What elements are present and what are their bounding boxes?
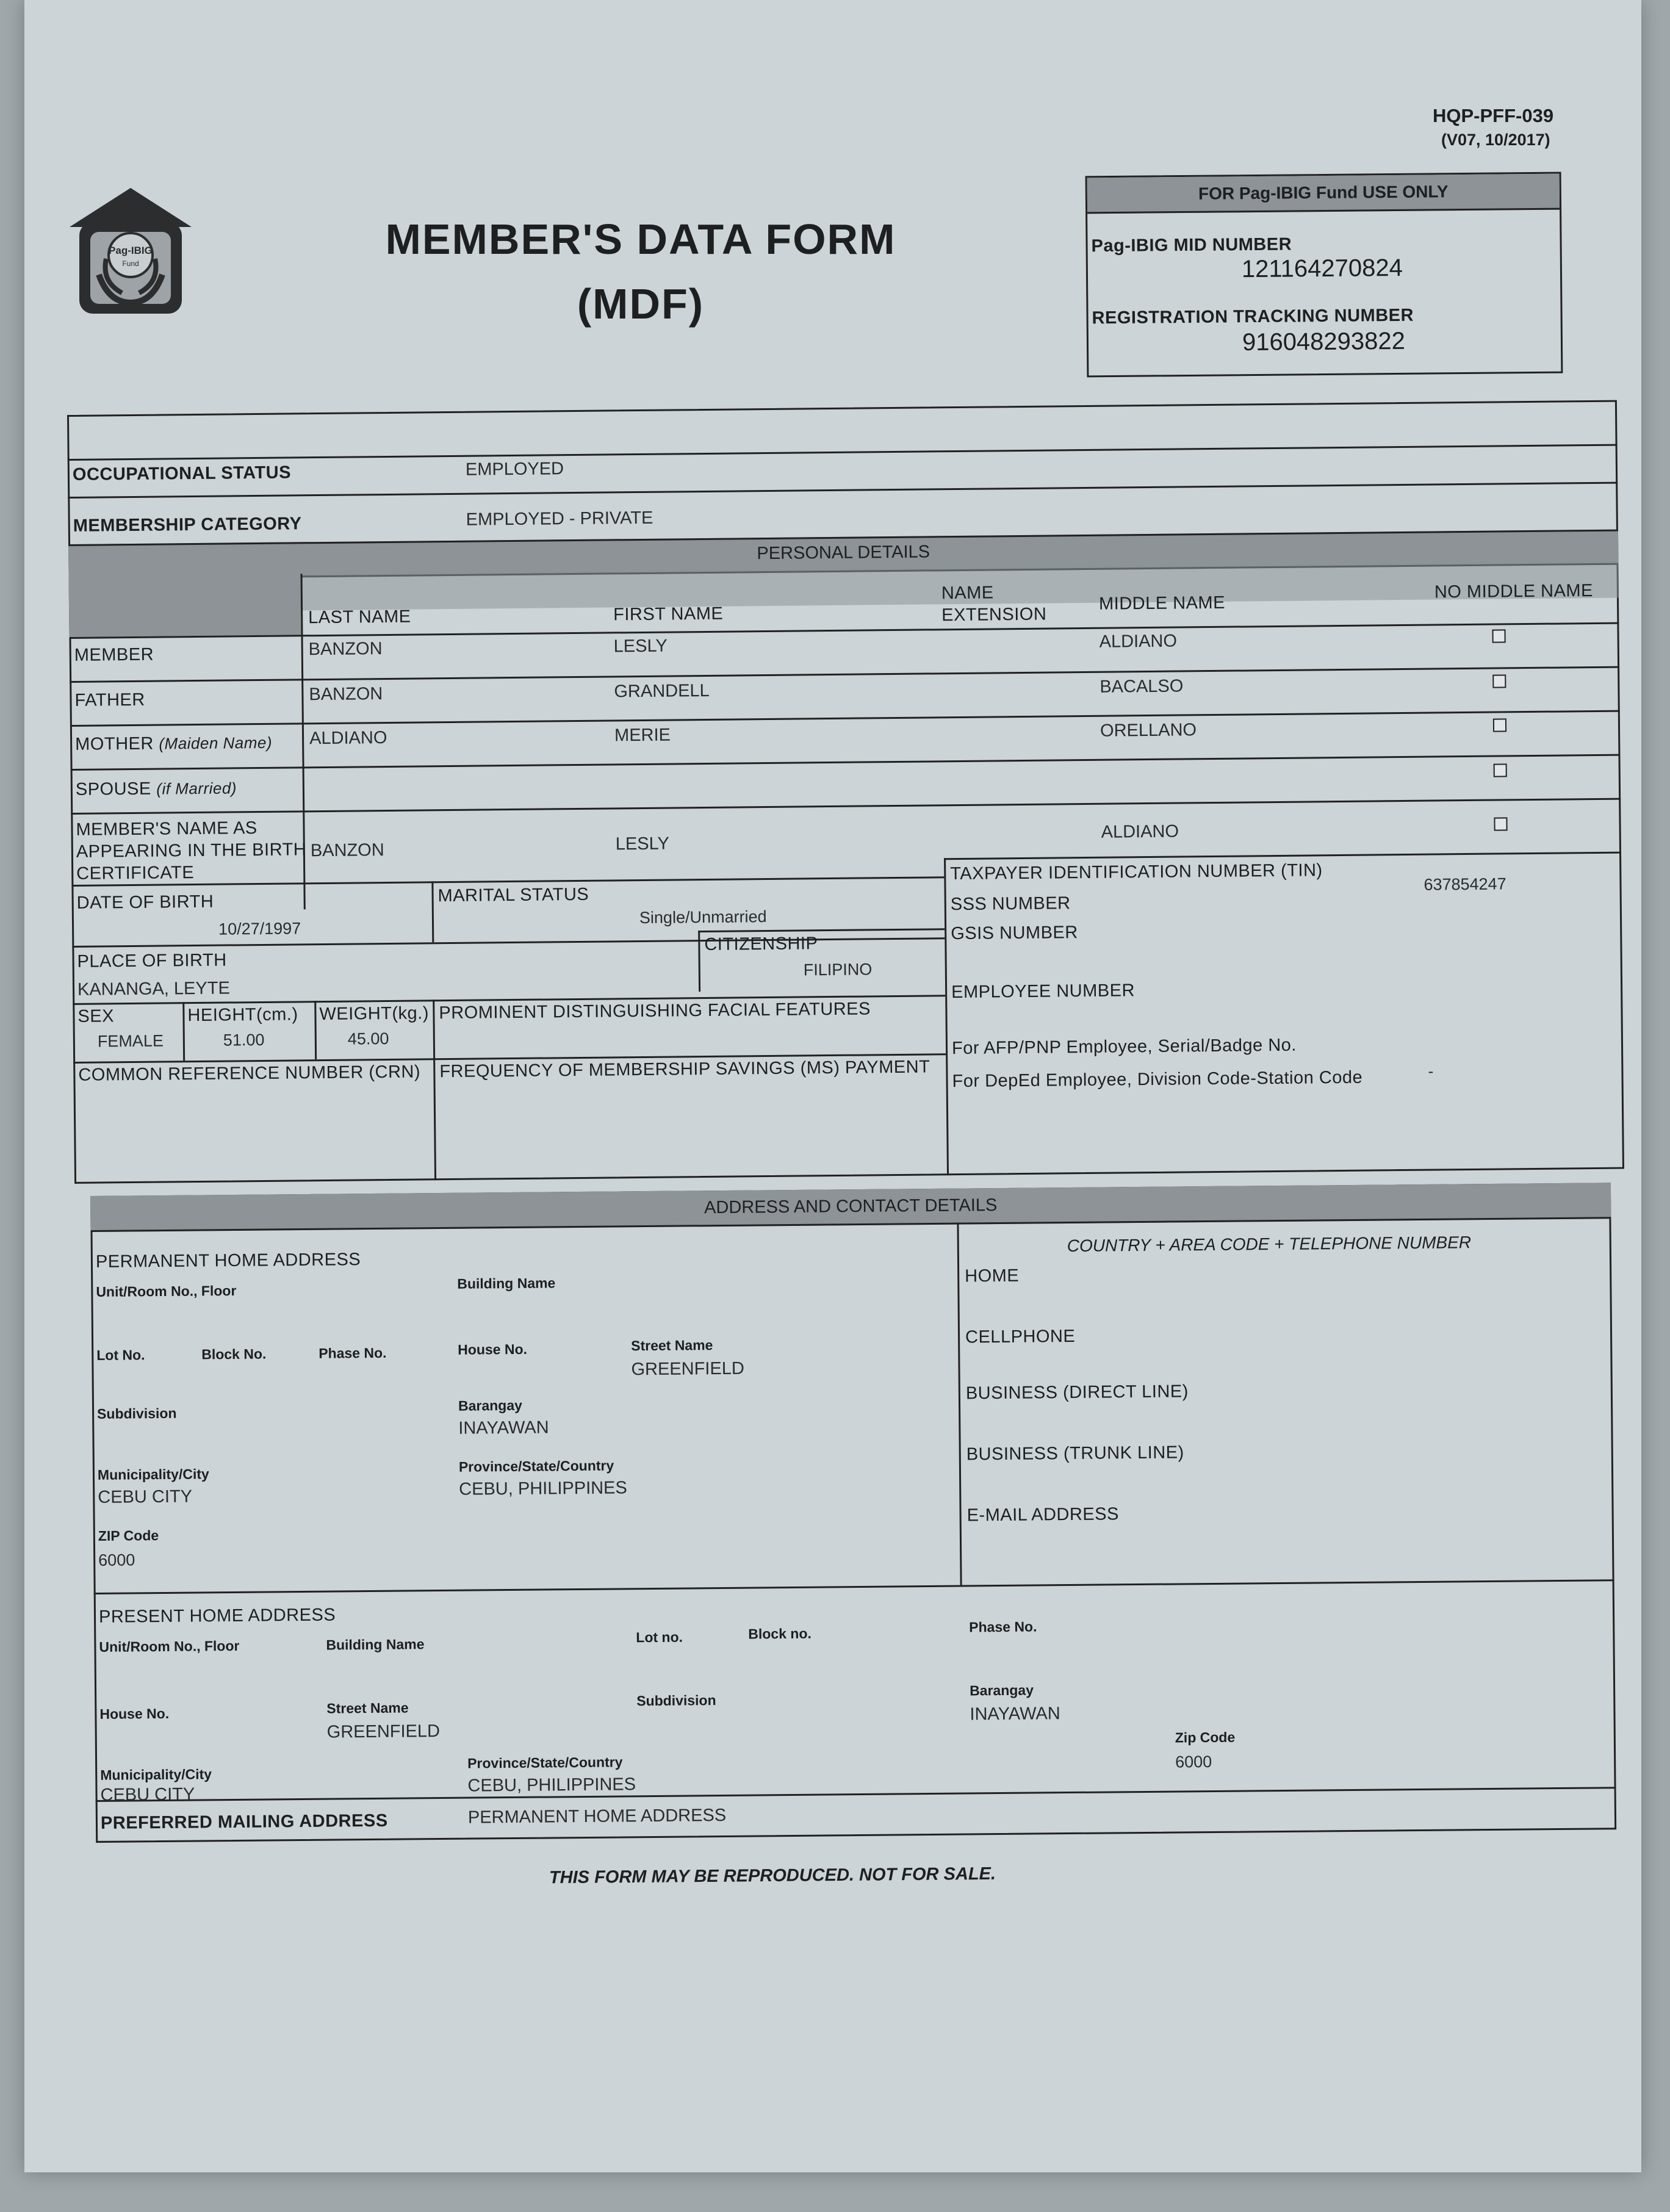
- email-label: E-MAIL ADDRESS: [966, 1504, 1120, 1526]
- perm-province-value: CEBU, PHILIPPINES: [459, 1478, 627, 1499]
- pres-province-value: CEBU, PHILIPPINES: [467, 1774, 636, 1796]
- tin-value: 637854247: [1423, 874, 1506, 894]
- birth-cert-label-2: APPEARING IN THE BIRTH: [76, 840, 307, 862]
- pres-street-label: Street Name: [326, 1699, 409, 1717]
- pres-barangay-value: INAYAWAN: [970, 1704, 1060, 1724]
- citizenship-value: FILIPINO: [803, 960, 873, 979]
- member-no-middle-checkbox[interactable]: [1492, 629, 1505, 643]
- perm-barangay-value: INAYAWAN: [458, 1418, 549, 1438]
- ms-frequency-label: FREQUENCY OF MEMBERSHIP SAVINGS (MS) PAYMENT: [439, 1057, 930, 1082]
- deped-label: For DepEd Employee, Division Code-Station Code: [952, 1067, 1363, 1092]
- sss-label: SSS NUMBER: [950, 893, 1071, 915]
- form-title: MEMBER'S DATA FORM: [385, 215, 896, 263]
- perm-city-value: CEBU CITY: [98, 1486, 193, 1507]
- dob-value: 10/27/1997: [218, 919, 301, 938]
- pres-unit-label: Unit/Room No., Floor: [99, 1637, 240, 1655]
- mother-label-text: MOTHER: [75, 733, 154, 754]
- perm-zip-label: ZIP Code: [98, 1527, 159, 1544]
- spouse-label-text: SPOUSE: [75, 779, 151, 799]
- present-address-heading: PRESENT HOME ADDRESS: [98, 1605, 336, 1627]
- occupational-status-value: EMPLOYED: [465, 459, 564, 480]
- member-middle-name: ALDIANO: [1099, 631, 1178, 652]
- form-code: HQP-PFF-039: [1433, 105, 1554, 126]
- form-version: (V07, 10/2017): [1441, 131, 1550, 149]
- dob-label: DATE OF BIRTH: [76, 892, 214, 913]
- perm-city-label: Municipality/City: [97, 1466, 209, 1483]
- member-last-name: BANZON: [308, 639, 383, 660]
- mother-last-name: ALDIANO: [309, 727, 387, 749]
- office-use-box: [1085, 172, 1563, 378]
- occupational-status-label: OCCUPATIONAL STATUS: [72, 463, 292, 485]
- member-first-name: LESLY: [613, 636, 668, 657]
- mother-label-note: (Maiden Name): [159, 733, 273, 753]
- birth-cert-middle-name: ALDIANO: [1101, 821, 1179, 842]
- citizenship-label: CITIZENSHIP: [704, 934, 818, 955]
- office-use-heading: FOR Pag-IBIG Fund USE ONLY: [1198, 182, 1449, 203]
- pres-province-label: Province/State/Country: [467, 1754, 623, 1771]
- gsis-label: GSIS NUMBER: [951, 923, 1078, 944]
- membership-category-label: MEMBERSHIP CATEGORY: [73, 514, 302, 536]
- father-first-name: GRANDELL: [614, 680, 710, 702]
- pres-house-label: House No.: [99, 1705, 170, 1722]
- weight-value: 45.00: [347, 1029, 389, 1048]
- rtn-label: REGISTRATION TRACKING NUMBER: [1092, 305, 1414, 328]
- cellphone-label: CELLPHONE: [965, 1326, 1076, 1347]
- rtn-value: 916048293822: [1242, 327, 1406, 356]
- mother-first-name: MERIE: [614, 725, 671, 746]
- perm-block-label: Block No.: [201, 1346, 267, 1363]
- pres-zip-label: Zip Code: [1175, 1729, 1236, 1746]
- sex-label: SEX: [77, 1006, 115, 1026]
- pres-building-label: Building Name: [326, 1636, 425, 1653]
- pob-label: PLACE OF BIRTH: [77, 950, 227, 971]
- col-name-ext-1: NAME: [941, 583, 994, 603]
- birth-cert-label-3: CERTIFICATE: [76, 863, 195, 884]
- col-no-middle-name: NO MIDDLE NAME: [1434, 581, 1594, 602]
- marital-status-label: MARITAL STATUS: [437, 884, 589, 906]
- father-no-middle-checkbox[interactable]: [1492, 674, 1506, 688]
- birth-cert-label-1: MEMBER'S NAME AS: [76, 818, 257, 840]
- height-value: 51.00: [223, 1030, 265, 1050]
- membership-category-value: EMPLOYED - PRIVATE: [466, 508, 653, 530]
- row-label-mother: [75, 733, 272, 755]
- personal-details-title: PERSONAL DETAILS: [757, 542, 930, 564]
- perm-lot-label: Lot No.: [96, 1347, 145, 1363]
- mid-number-value: 121164270824: [1241, 254, 1403, 283]
- pres-city-label: Municipality/City: [100, 1766, 212, 1783]
- row-label-father: FATHER: [74, 690, 145, 710]
- perm-street-value: GREENFIELD: [631, 1358, 744, 1380]
- business-direct-label: BUSINESS (DIRECT LINE): [965, 1382, 1189, 1403]
- pres-barangay-label: Barangay: [970, 1682, 1034, 1699]
- pob-value: KANANGA, LEYTE: [77, 978, 230, 1000]
- pres-phase-label: Phase No.: [969, 1618, 1037, 1635]
- employee-number-label: EMPLOYEE NUMBER: [951, 981, 1136, 1003]
- perm-barangay-label: Barangay: [458, 1397, 522, 1414]
- height-label: HEIGHT(cm.): [187, 1004, 298, 1026]
- sex-value: FEMALE: [97, 1031, 164, 1051]
- mother-middle-name: ORELLANO: [1100, 720, 1197, 741]
- row-label-member: MEMBER: [74, 644, 154, 665]
- perm-street-label: Street Name: [631, 1337, 713, 1354]
- home-phone-label: HOME: [965, 1266, 1020, 1286]
- afp-pnp-label: For AFP/PNP Employee, Serial/Badge No.: [951, 1035, 1297, 1059]
- form-subtitle: (MDF): [577, 280, 705, 328]
- weight-label: WEIGHT(kg.): [319, 1003, 430, 1025]
- tin-label: TAXPAYER IDENTIFICATION NUMBER (TIN): [950, 860, 1323, 884]
- perm-phase-label: Phase No.: [319, 1344, 387, 1361]
- footer-note: THIS FORM MAY BE REPRODUCED. NOT FOR SALE.: [549, 1864, 996, 1888]
- col-name-ext-2: EXTENSION: [941, 604, 1047, 625]
- spouse-label-note: (if Married): [156, 779, 237, 798]
- pres-city-value: CEBU CITY: [100, 1784, 195, 1805]
- pres-zip-value: 6000: [1175, 1752, 1212, 1771]
- pres-lot-label: Lot no.: [636, 1629, 683, 1646]
- svg-text:Fund: Fund: [122, 259, 139, 268]
- pag-ibig-logo: [66, 183, 195, 317]
- perm-province-label: Province/State/Country: [458, 1457, 614, 1475]
- birth-cert-no-middle-checkbox[interactable]: [1494, 817, 1507, 830]
- pres-subdivision-label: Subdivision: [636, 1692, 716, 1709]
- svg-text:Pag-IBIG: Pag-IBIG: [109, 245, 153, 256]
- pres-block-label: Block no.: [748, 1625, 812, 1642]
- facial-features-label: PROMINENT DISTINGUISHING FACIAL FEATURES: [439, 999, 871, 1023]
- father-last-name: BANZON: [309, 684, 383, 705]
- mother-no-middle-checkbox[interactable]: [1493, 718, 1506, 732]
- personal-block: [67, 400, 1624, 1184]
- row-label-spouse: [76, 778, 237, 800]
- perm-zip-value: 6000: [98, 1551, 135, 1569]
- perm-unit-label: Unit/Room No., Floor: [96, 1282, 237, 1300]
- marital-status-value: Single/Unmarried: [639, 907, 767, 928]
- deped-value: -: [1428, 1062, 1434, 1081]
- address-contact-title: ADDRESS AND CONTACT DETAILS: [704, 1195, 998, 1218]
- pres-street-value: GREENFIELD: [326, 1721, 441, 1742]
- spouse-no-middle-checkbox[interactable]: [1494, 763, 1507, 777]
- col-last-name: LAST NAME: [308, 607, 411, 628]
- perm-house-label: House No.: [458, 1341, 528, 1358]
- business-trunk-label: BUSINESS (TRUNK LINE): [966, 1443, 1184, 1464]
- col-first-name: FIRST NAME: [613, 603, 724, 625]
- address-block: [90, 1183, 1616, 1843]
- perm-subdivision-label: Subdivision: [97, 1405, 177, 1422]
- preferred-mailing-label: PREFERRED MAILING ADDRESS: [100, 1810, 388, 1833]
- mid-number-label: Pag-IBIG MID NUMBER: [1091, 234, 1292, 256]
- birth-cert-last-name: BANZON: [310, 840, 384, 861]
- permanent-address-heading: PERMANENT HOME ADDRESS: [95, 1250, 361, 1272]
- father-middle-name: BACALSO: [1100, 676, 1184, 697]
- preferred-mailing-value: PERMANENT HOME ADDRESS: [467, 1805, 727, 1828]
- crn-label: COMMON REFERENCE NUMBER (CRN): [78, 1062, 421, 1085]
- contact-heading: COUNTRY + AREA CODE + TELEPHONE NUMBER: [1067, 1233, 1472, 1256]
- perm-building-label: Building Name: [457, 1275, 556, 1292]
- birth-cert-first-name: LESLY: [615, 834, 670, 854]
- col-middle-name: MIDDLE NAME: [1098, 593, 1226, 614]
- form-paper: [24, 0, 1641, 2172]
